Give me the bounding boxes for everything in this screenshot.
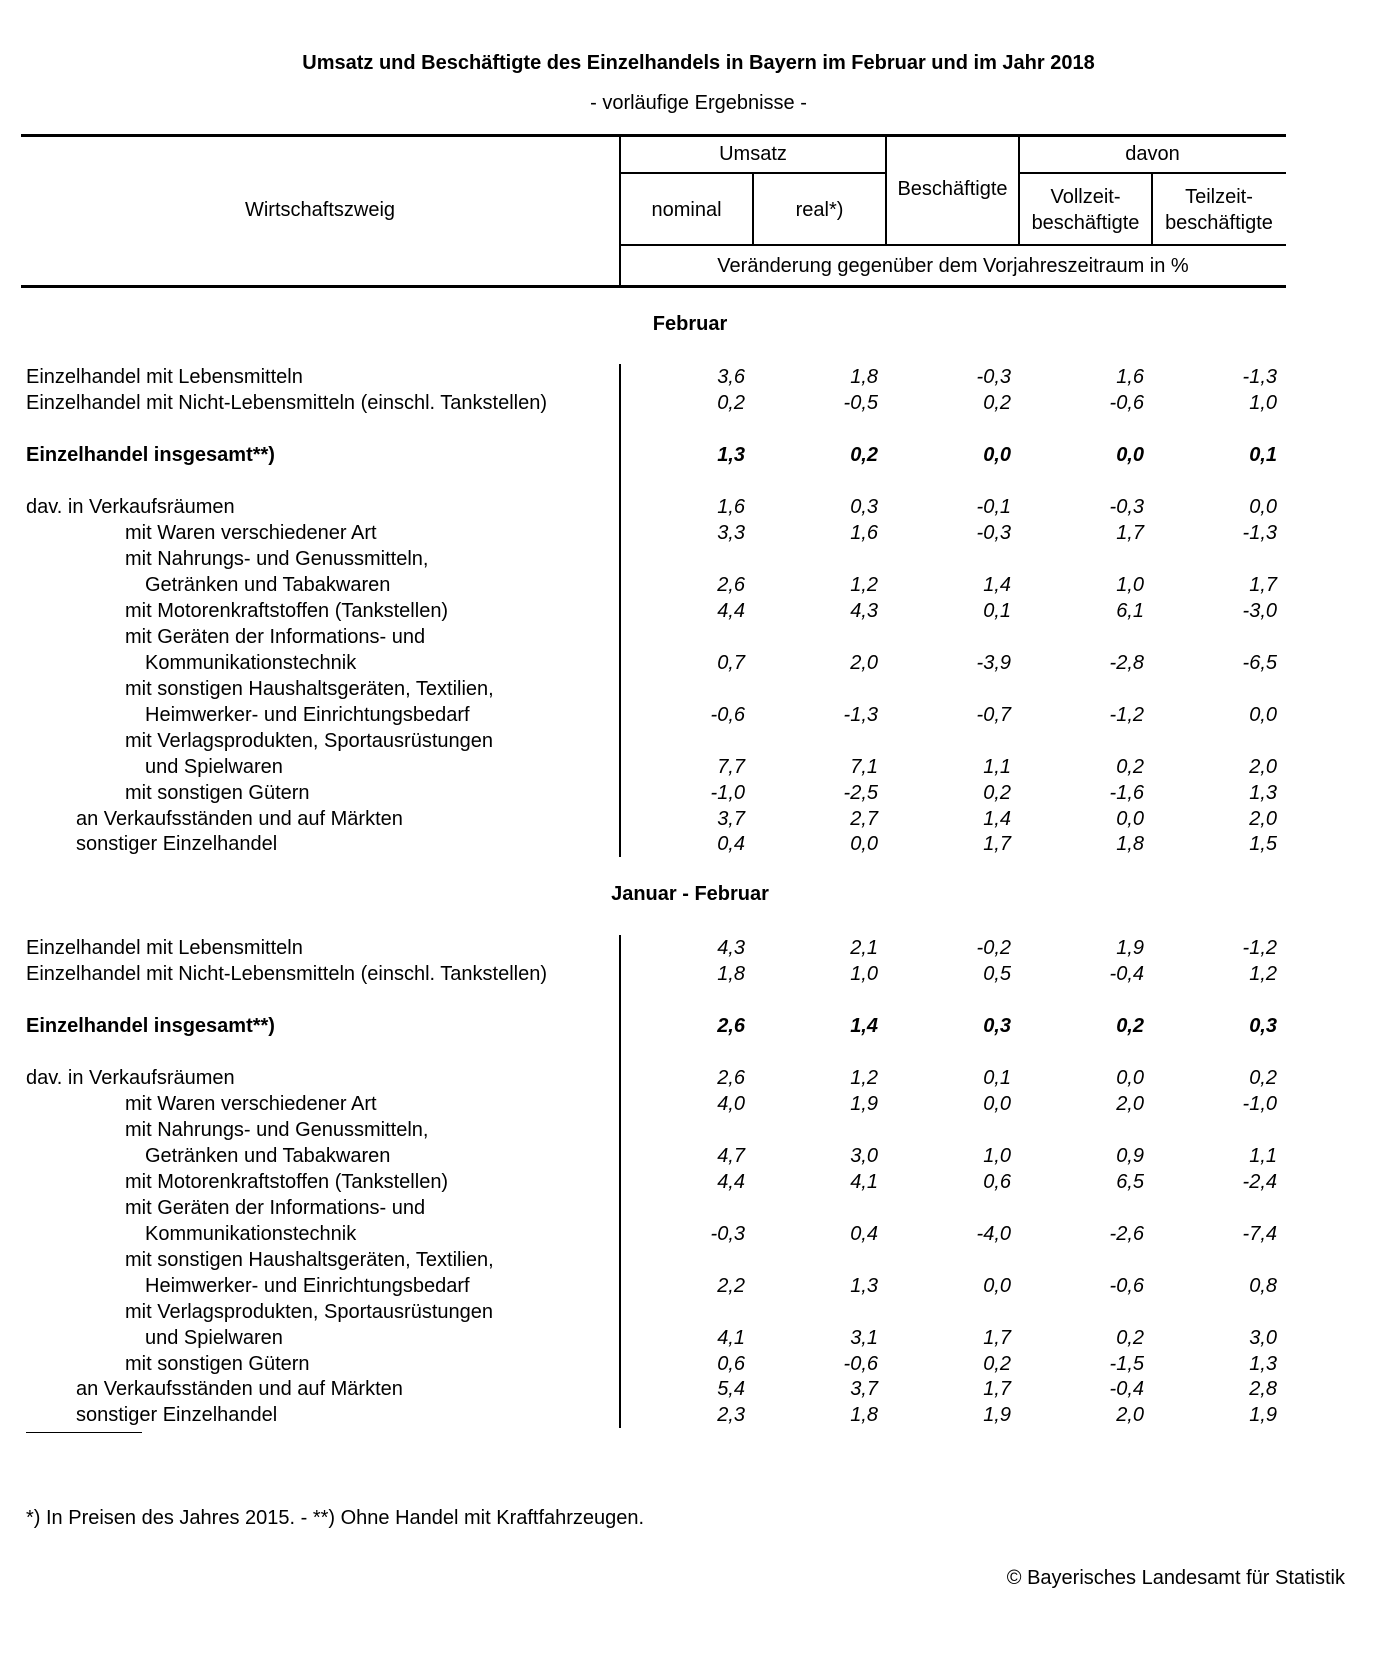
cell-beschaeftigte: 0,2: [983, 392, 1011, 414]
cell-beschaeftigte: 1,7: [983, 1378, 1011, 1400]
cell-beschaeftigte: 0,1: [983, 1067, 1011, 1089]
table-row: [0, 1221, 1397, 1247]
row-label: mit sonstigen Gütern: [125, 782, 310, 804]
cell-beschaeftigte: 0,1: [983, 600, 1011, 622]
cell-teilzeit: -1,0: [1242, 1093, 1277, 1115]
cell-vollzeit: -1,6: [1109, 782, 1144, 804]
cell-beschaeftigte: -0,3: [976, 366, 1011, 388]
table-row: [0, 572, 1397, 598]
section-title-januar-februar: Januar - Februar: [611, 883, 769, 905]
cell-teilzeit: -3,0: [1242, 600, 1277, 622]
cell-beschaeftigte: -3,9: [976, 652, 1011, 674]
table-row: [0, 1169, 1397, 1195]
cell-beschaeftigte: 0,0: [983, 1275, 1011, 1297]
table-row: [0, 1273, 1397, 1299]
cell-teilzeit: 3,0: [1249, 1327, 1277, 1349]
cell-vollzeit: 2,0: [1116, 1093, 1144, 1115]
cell-teilzeit: 1,3: [1249, 782, 1277, 804]
cell-real: 3,0: [850, 1145, 878, 1167]
cell-beschaeftigte: 1,7: [983, 1327, 1011, 1349]
header-teilzeit-line2: beschäftigte: [1165, 212, 1273, 234]
cell-beschaeftigte: 1,9: [983, 1404, 1011, 1426]
row-label: Kommunikationstechnik: [145, 652, 357, 674]
cell-teilzeit: 0,0: [1249, 704, 1277, 726]
table-row: [0, 780, 1397, 806]
cell-teilzeit: 1,0: [1249, 392, 1277, 414]
table-row: [0, 442, 1397, 468]
row-label: mit Waren verschiedener Art: [125, 1093, 377, 1115]
header-real: real*): [795, 199, 844, 221]
row-label: mit Motorenkraftstoffen (Tankstellen): [125, 1171, 449, 1193]
cell-real: 1,4: [850, 1015, 878, 1037]
cell-beschaeftigte: 0,6: [983, 1171, 1011, 1193]
cell-nominal: 4,1: [717, 1327, 745, 1349]
cell-real: 1,3: [850, 1275, 878, 1297]
header-teilzeit: [1152, 184, 1286, 236]
cell-vollzeit: 0,0: [1116, 808, 1144, 830]
cell-nominal: -0,3: [710, 1223, 745, 1245]
cell-teilzeit: 1,2: [1249, 963, 1277, 985]
row-label: Einzelhandel insgesamt**): [26, 444, 275, 466]
row-label: sonstiger Einzelhandel: [76, 1404, 278, 1426]
cell-vollzeit: 1,6: [1116, 366, 1144, 388]
cell-teilzeit: -1,2: [1242, 937, 1277, 959]
cell-teilzeit: 2,0: [1249, 756, 1277, 778]
header-nominal: nominal: [651, 199, 722, 221]
cell-real: -1,3: [843, 704, 878, 726]
cell-vollzeit: 0,2: [1116, 1015, 1144, 1037]
cell-beschaeftigte: 0,2: [983, 1353, 1011, 1375]
cell-vollzeit: 0,2: [1116, 756, 1144, 778]
cell-nominal: 7,7: [717, 756, 745, 778]
cell-nominal: 1,8: [717, 963, 745, 985]
row-label: und Spielwaren: [145, 1327, 283, 1349]
cell-teilzeit: -6,5: [1242, 652, 1277, 674]
table-row: [0, 624, 1397, 650]
header-wirtschaftszweig: Wirtschaftszweig: [244, 199, 396, 221]
cell-real: 0,4: [850, 1223, 878, 1245]
table-row: [0, 364, 1397, 390]
row-label: an Verkaufsständen und auf Märkten: [76, 808, 403, 830]
table-row: [0, 1143, 1397, 1169]
table-row: [0, 1325, 1397, 1351]
row-label: und Spielwaren: [145, 756, 283, 778]
row-label: mit sonstigen Haushaltsgeräten, Textilien,: [125, 1249, 494, 1271]
row-label: Einzelhandel insgesamt**): [26, 1015, 275, 1037]
header-vollzeit: [1019, 184, 1152, 236]
cell-nominal: 1,3: [717, 444, 745, 466]
table-row: [0, 1299, 1397, 1325]
cell-vollzeit: 6,1: [1116, 600, 1144, 622]
table-row: [0, 1247, 1397, 1273]
table-row: [0, 831, 1397, 857]
header-top-rule: [21, 134, 1286, 137]
table-row: [0, 650, 1397, 676]
cell-nominal: 4,4: [717, 600, 745, 622]
cell-beschaeftigte: 1,4: [983, 574, 1011, 596]
table-row: [0, 1195, 1397, 1221]
cell-nominal: 2,6: [717, 1015, 745, 1037]
table-row: [0, 961, 1397, 987]
cell-real: 1,8: [850, 1404, 878, 1426]
row-label: Einzelhandel mit Nicht-Lebensmitteln (einschl. Tankstellen): [26, 392, 547, 414]
cell-real: 1,9: [850, 1093, 878, 1115]
cell-beschaeftigte: 1,4: [983, 808, 1011, 830]
header-bottom-rule: [21, 285, 1286, 288]
row-label: Getränken und Tabakwaren: [145, 1145, 391, 1167]
row-label: Heimwerker- und Einrichtungsbedarf: [145, 1275, 470, 1297]
cell-vollzeit: 1,8: [1116, 833, 1144, 855]
row-label: Getränken und Tabakwaren: [145, 574, 391, 596]
table-row: [0, 1091, 1397, 1117]
cell-nominal: 4,4: [717, 1171, 745, 1193]
cell-teilzeit: 2,8: [1249, 1378, 1277, 1400]
row-label: Einzelhandel mit Nicht-Lebensmitteln (einschl. Tankstellen): [26, 963, 547, 985]
cell-teilzeit: 0,8: [1249, 1275, 1277, 1297]
table-subtitle: - vorläufige Ergebnisse -: [590, 92, 807, 114]
row-label: mit sonstigen Haushaltsgeräten, Textilien,: [125, 678, 494, 700]
cell-vollzeit: 6,5: [1116, 1171, 1144, 1193]
cell-nominal: 0,2: [717, 392, 745, 414]
cell-nominal: 2,6: [717, 1067, 745, 1089]
cell-beschaeftigte: -0,7: [976, 704, 1011, 726]
header-umsatz: Umsatz: [719, 143, 787, 165]
copyright: © Bayerisches Landesamt für Statistik: [1006, 1567, 1345, 1589]
cell-real: 3,1: [850, 1327, 878, 1349]
row-label: mit Nahrungs- und Genussmitteln,: [125, 1119, 429, 1141]
cell-nominal: 3,7: [717, 808, 745, 830]
cell-real: 7,1: [850, 756, 878, 778]
cell-nominal: 2,3: [717, 1404, 745, 1426]
row-label: mit Geräten der Informations- und: [125, 1197, 426, 1219]
row-label: Kommunikationstechnik: [145, 1223, 357, 1245]
section-title-februar: Februar: [652, 313, 728, 335]
cell-vollzeit: -0,4: [1109, 1378, 1144, 1400]
table-row: [0, 1117, 1397, 1143]
table-row: [0, 546, 1397, 572]
cell-teilzeit: 1,3: [1249, 1353, 1277, 1375]
cell-real: 0,0: [850, 833, 878, 855]
cell-beschaeftigte: 0,0: [983, 444, 1011, 466]
cell-vollzeit: -0,6: [1109, 392, 1144, 414]
cell-beschaeftigte: -0,3: [976, 522, 1011, 544]
cell-real: 2,7: [850, 808, 878, 830]
cell-real: 1,2: [850, 1067, 878, 1089]
cell-vollzeit: -2,8: [1109, 652, 1144, 674]
cell-real: 2,0: [850, 652, 878, 674]
cell-beschaeftigte: -4,0: [976, 1223, 1011, 1245]
cell-nominal: -0,6: [710, 704, 745, 726]
cell-real: 2,1: [850, 937, 878, 959]
cell-teilzeit: 2,0: [1249, 808, 1277, 830]
header-beschaeftigte: Beschäftigte: [897, 178, 1008, 200]
cell-vollzeit: -0,6: [1109, 1275, 1144, 1297]
cell-beschaeftigte: 0,3: [983, 1015, 1011, 1037]
cell-vollzeit: 0,0: [1116, 444, 1144, 466]
row-label: mit Motorenkraftstoffen (Tankstellen): [125, 600, 449, 622]
cell-nominal: 5,4: [717, 1378, 745, 1400]
cell-vollzeit: 0,0: [1116, 1067, 1144, 1089]
cell-vollzeit: -0,4: [1109, 963, 1144, 985]
table-row: [0, 1065, 1397, 1091]
cell-nominal: 1,6: [717, 496, 745, 518]
table-row: [0, 1376, 1397, 1402]
cell-teilzeit: 0,0: [1249, 496, 1277, 518]
cell-teilzeit: 1,7: [1249, 574, 1277, 596]
cell-vollzeit: -1,5: [1109, 1353, 1144, 1375]
table-row: [0, 390, 1397, 416]
row-label: mit Waren verschiedener Art: [125, 522, 377, 544]
cell-teilzeit: -2,4: [1242, 1171, 1277, 1193]
cell-real: 0,3: [850, 496, 878, 518]
cell-real: 4,3: [850, 600, 878, 622]
table-row: [0, 702, 1397, 728]
cell-beschaeftigte: 1,0: [983, 1145, 1011, 1167]
table-row: [0, 1351, 1397, 1377]
cell-vollzeit: -0,3: [1109, 496, 1144, 518]
cell-vollzeit: 1,0: [1116, 574, 1144, 596]
header-davon: davon: [1125, 143, 1180, 165]
cell-vollzeit: 2,0: [1116, 1404, 1144, 1426]
cell-beschaeftigte: 0,2: [983, 782, 1011, 804]
cell-teilzeit: -1,3: [1242, 366, 1277, 388]
cell-real: 1,0: [850, 963, 878, 985]
cell-vollzeit: 0,9: [1116, 1145, 1144, 1167]
row-label: Einzelhandel mit Lebensmitteln: [26, 366, 303, 388]
cell-nominal: 4,7: [717, 1145, 745, 1167]
cell-real: 1,2: [850, 574, 878, 596]
footnote-rule: [26, 1432, 142, 1433]
table-row: [0, 728, 1397, 754]
cell-beschaeftigte: -0,2: [976, 937, 1011, 959]
footnote: *) In Preisen des Jahres 2015. - **) Ohne Handel mit Kraftfahrzeugen.: [26, 1507, 645, 1529]
cell-vollzeit: -2,6: [1109, 1223, 1144, 1245]
row-label: mit sonstigen Gütern: [125, 1353, 310, 1375]
cell-vollzeit: 1,7: [1116, 522, 1144, 544]
row-label: mit Nahrungs- und Genussmitteln,: [125, 548, 429, 570]
cell-vollzeit: 0,2: [1116, 1327, 1144, 1349]
cell-nominal: 0,6: [717, 1353, 745, 1375]
cell-nominal: 4,0: [717, 1093, 745, 1115]
row-label: mit Geräten der Informations- und: [125, 626, 426, 648]
table-row: [0, 806, 1397, 832]
header-sub-rule: [620, 244, 1286, 246]
cell-nominal: -1,0: [710, 782, 745, 804]
table-row: [0, 1013, 1397, 1039]
cell-beschaeftigte: -0,1: [976, 496, 1011, 518]
table-title: Umsatz und Beschäftigte des Einzelhandels in Bayern im Februar und im Jahr 2018: [302, 52, 1095, 74]
cell-vollzeit: -1,2: [1109, 704, 1144, 726]
row-label: Heimwerker- und Einrichtungsbedarf: [145, 704, 470, 726]
cell-real: 1,6: [850, 522, 878, 544]
cell-nominal: 0,7: [717, 652, 745, 674]
header-veraenderung: Veränderung gegenüber dem Vorjahreszeitraum in %: [717, 255, 1189, 277]
cell-beschaeftigte: 0,0: [983, 1093, 1011, 1115]
cell-vollzeit: 1,9: [1116, 937, 1144, 959]
cell-teilzeit: -7,4: [1242, 1223, 1277, 1245]
cell-nominal: 0,4: [717, 833, 745, 855]
row-label: dav. in Verkaufsräumen: [26, 1067, 235, 1089]
table-row: [0, 494, 1397, 520]
table-row: [0, 754, 1397, 780]
cell-beschaeftigte: 1,7: [983, 833, 1011, 855]
row-label: an Verkaufsständen und auf Märkten: [76, 1378, 403, 1400]
table-row: [0, 935, 1397, 961]
cell-nominal: 3,3: [717, 522, 745, 544]
cell-teilzeit: 0,1: [1249, 444, 1277, 466]
cell-real: 3,7: [850, 1378, 878, 1400]
row-label: sonstiger Einzelhandel: [76, 833, 278, 855]
cell-teilzeit: 1,5: [1249, 833, 1277, 855]
cell-beschaeftigte: 0,5: [983, 963, 1011, 985]
table-row: [0, 520, 1397, 546]
cell-nominal: 2,6: [717, 574, 745, 596]
row-label: dav. in Verkaufsräumen: [26, 496, 235, 518]
cell-teilzeit: 1,9: [1249, 1404, 1277, 1426]
cell-teilzeit: 1,1: [1249, 1145, 1277, 1167]
table-row: [0, 598, 1397, 624]
header-vollzeit-line2: beschäftigte: [1031, 212, 1140, 234]
cell-real: 4,1: [850, 1171, 878, 1193]
header-vollzeit-line1: Vollzeit-: [1050, 186, 1121, 208]
row-label: Einzelhandel mit Lebensmitteln: [26, 937, 303, 959]
table-row: [0, 676, 1397, 702]
header-teilzeit-line1: Teilzeit-: [1185, 186, 1253, 208]
row-label: mit Verlagsprodukten, Sportausrüstungen: [125, 1301, 493, 1323]
cell-beschaeftigte: 1,1: [983, 756, 1011, 778]
cell-teilzeit: -1,3: [1242, 522, 1277, 544]
cell-real: -0,6: [843, 1353, 878, 1375]
row-label: mit Verlagsprodukten, Sportausrüstungen: [125, 730, 493, 752]
cell-teilzeit: 0,2: [1249, 1067, 1277, 1089]
cell-real: 1,8: [850, 366, 878, 388]
table-row: [0, 1402, 1397, 1428]
cell-real: -0,5: [843, 392, 878, 414]
cell-real: 0,2: [850, 444, 878, 466]
cell-nominal: 2,2: [717, 1275, 745, 1297]
cell-real: -2,5: [843, 782, 878, 804]
cell-nominal: 4,3: [717, 937, 745, 959]
cell-nominal: 3,6: [717, 366, 745, 388]
cell-teilzeit: 0,3: [1249, 1015, 1277, 1037]
